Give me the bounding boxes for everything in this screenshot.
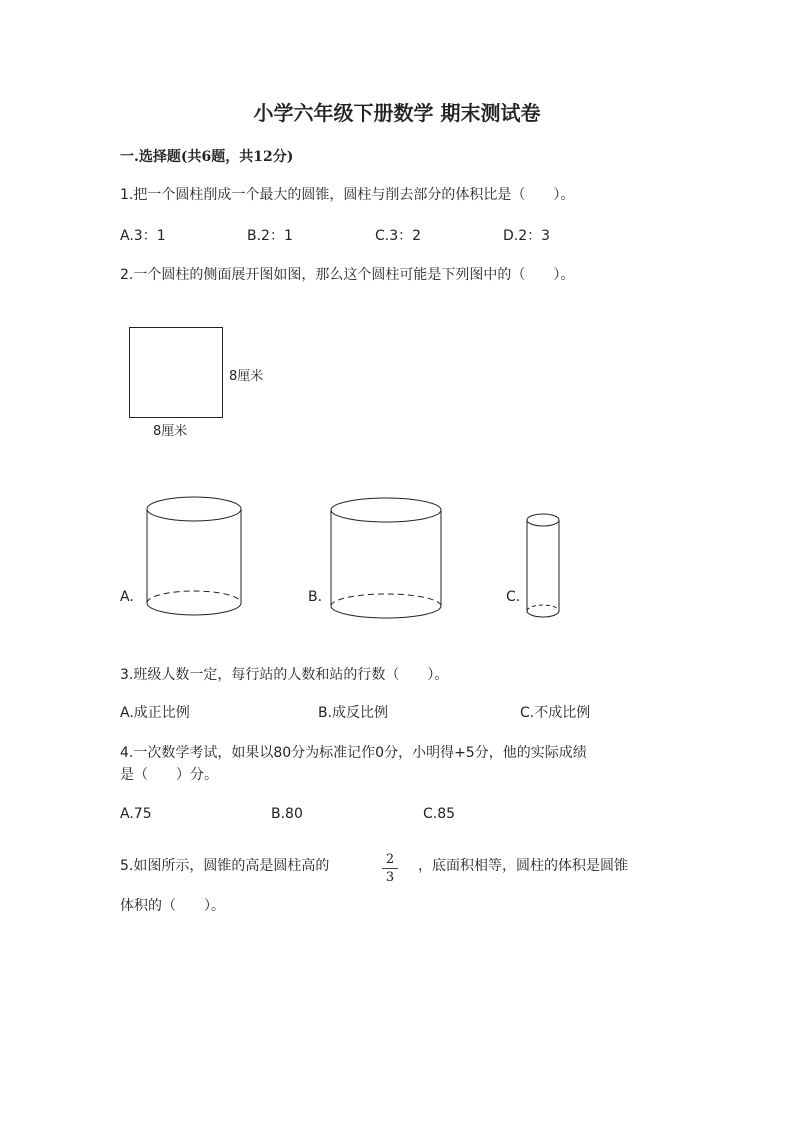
q2-option-b: B. <box>308 589 323 605</box>
q3-option-c: C.不成比例 <box>520 705 591 721</box>
cylinder-b <box>331 498 441 618</box>
q4-option-b: B.80 <box>271 806 303 822</box>
question-2: 2.一个圆柱的侧面展开图如图，那么这个圆柱可能是下列图中的（ ）。 <box>120 267 575 283</box>
fraction <box>382 852 398 885</box>
side-length-label: 8厘米 <box>229 369 264 384</box>
q3-option-a: A.成正比例 <box>120 705 190 721</box>
q1-option-a: A.3：1 <box>120 228 166 244</box>
q2-option-c: C. <box>506 589 521 605</box>
question-4-line2: 是（ ）分。 <box>120 767 218 783</box>
bottom-length-label: 8厘米 <box>153 424 188 439</box>
question-5-after: ，底面积相等，圆柱的体积是圆锥 <box>418 858 628 874</box>
fraction-numerator: 2 <box>385 852 395 867</box>
cylinder-a <box>147 497 241 615</box>
question-1: 1.把一个圆柱削成一个最大的圆锥，圆柱与削去部分的体积比是（ ）。 <box>120 187 575 203</box>
q1-option-c: C.3：2 <box>375 228 422 244</box>
question-4-line1: 4.一次数学考试，如果以80分为标准记作0分，小明得+5分，他的实际成绩 <box>120 745 587 761</box>
q1-option-b: B.2：1 <box>247 228 293 244</box>
unfolded-square <box>130 328 223 418</box>
cylinder-c <box>527 514 559 617</box>
fraction-denominator: 3 <box>385 870 395 885</box>
question-5-before: 5.如图所示，圆锥的高是圆柱高的 <box>120 858 330 874</box>
q1-option-d: D.2：3 <box>503 228 551 244</box>
q4-option-a: A.75 <box>120 806 152 822</box>
fraction-bar <box>382 868 398 869</box>
q3-option-b: B.成反比例 <box>318 705 389 721</box>
q2-option-a: A. <box>120 589 134 605</box>
question-3: 3.班级人数一定，每行站的人数和站的行数（ ）。 <box>120 667 449 683</box>
q4-option-c: C.85 <box>423 806 456 822</box>
page-title: 小学六年级下册数学 期末测试卷 <box>253 101 541 125</box>
section-heading: 一.选择题(共6题，共12分) <box>120 149 294 165</box>
question-5-line2: 体积的（ ）。 <box>120 898 225 914</box>
